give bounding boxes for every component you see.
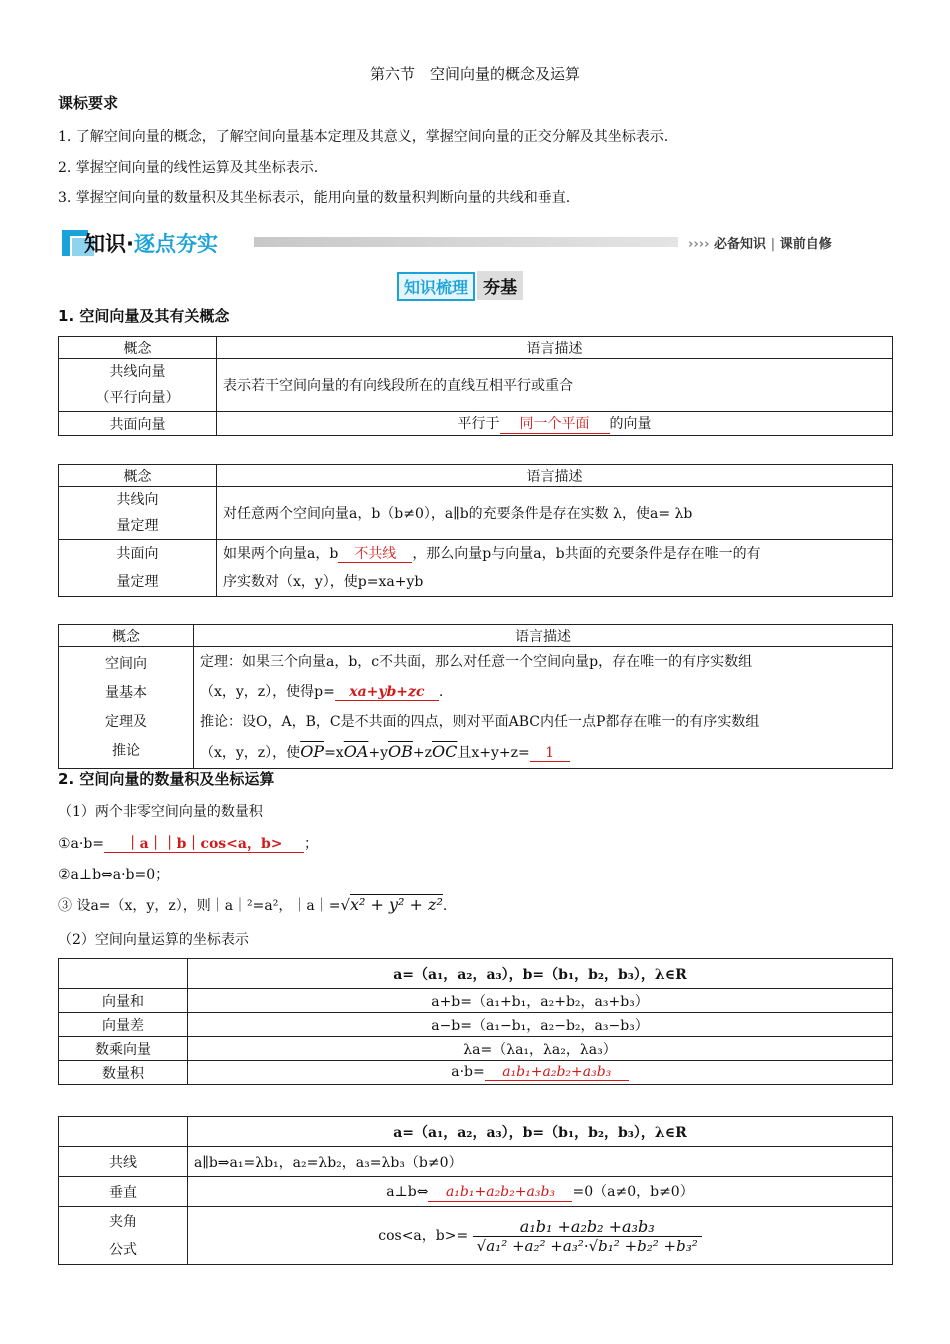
concept-desc: 表示若干空间向量的有向线段所在的直线互相平行或重合 <box>217 359 893 412</box>
relation-formula: a∥b⇒a₁=λb₁，a₂=λb₂，a₃=λb₃（b≠0） <box>188 1147 893 1177</box>
coordinate-table-2 <box>58 1116 893 1265</box>
relation-formula: cos<a，b>= $\frac{\text{a₁b₁ +a₂b₂ +a₃b₃}}{\text{√a₁² +a₂² +a₃²·√b₁² +b₂² +b₃²}}$ <box>188 1207 893 1265</box>
section-2-heading: 2. 空间向量的数量积及坐标运算 <box>58 770 275 788</box>
table-corner <box>59 959 188 989</box>
concept-name: 共线向 量定理 <box>59 487 217 540</box>
table-header: 概念 <box>59 625 194 647</box>
concept-table-3 <box>58 624 893 769</box>
concept-name: 共面向量 <box>59 412 217 436</box>
subbanner-boxed: 知识梳理 <box>397 272 475 301</box>
answer-blank: 不共线 <box>338 547 412 563</box>
radicand: x² + y² + z² <box>350 895 443 914</box>
concept-table-2 <box>58 464 893 597</box>
formula-magnitude: ③ 设a=（x，y，z），则｜a｜²=a²，｜a｜=√x² + y² + z². <box>58 895 448 914</box>
concept-desc: 平行于 同一个平面 的向量 <box>217 412 893 436</box>
table-header: 语言描述 <box>217 337 893 359</box>
relation-name: 垂直 <box>59 1177 188 1207</box>
subheading-1: （1）两个非零空间向量的数量积 <box>58 804 263 820</box>
relation-name: 夹角 公式 <box>59 1207 188 1265</box>
banner-dot: · <box>126 232 134 256</box>
concept-name: 空间向 量基本 定理及 推论 <box>59 647 194 769</box>
answer-blank: 同一个平面 <box>500 417 610 433</box>
page-title: 第六节 空间向量的概念及运算 <box>369 65 580 83</box>
angle-fraction <box>473 1217 702 1255</box>
op-name: 向量差 <box>59 1013 188 1037</box>
requirements-heading: 课标要求 <box>58 94 119 112</box>
op-formula: a−b=（a₁−b₁，a₂−b₂，a₃−b₃） <box>188 1013 893 1037</box>
subbanner-plain: 夯基 <box>477 271 523 300</box>
banner-right-b: 课前自修 <box>779 237 832 252</box>
table-header: 语言描述 <box>217 465 893 487</box>
answer-blank: a₁b₁+a₂b₂+a₃b₃ <box>485 1065 629 1081</box>
concept-name: 共线向量 （平行向量） <box>59 359 217 412</box>
table-header: a=（a₁，a₂，a₃），b=（b₁，b₂，b₃），λ∈R <box>188 959 893 989</box>
requirement-1: 1. 了解空间向量的概念，了解空间向量基本定理及其意义，掌握空间向量的正交分解及其坐标表示. <box>58 129 669 145</box>
answer-blank: ｜a｜｜b｜cos<a，b> <box>104 837 304 853</box>
banner-bar <box>254 237 678 247</box>
formula-dot-product: ①a·b= ｜a｜｜b｜cos<a，b> ； <box>58 836 319 852</box>
section-1-heading: 1. 空间向量及其有关概念 <box>58 307 230 325</box>
op-formula: a·b= a₁b₁+a₂b₂+a₃b₃ <box>188 1061 893 1085</box>
table-header: 概念 <box>59 337 217 359</box>
op-name: 数量积 <box>59 1061 188 1085</box>
answer-blank: xa+yb+zc <box>335 685 439 701</box>
formula-perpendicular: ②a⊥b⇔a·b=0； <box>58 867 170 883</box>
table-header: a=（a₁，a₂，a₃），b=（b₁，b₂，b₃），λ∈R <box>188 1117 893 1147</box>
fraction-numerator: a₁b₁ +a₂b₂ +a₃b₃ <box>473 1217 702 1237</box>
banner-arrows: ›››› <box>688 237 710 252</box>
op-formula: λa=（λa₁，λa₂，λa₃） <box>188 1037 893 1061</box>
concept-desc: 如果两个向量a，b 不共线 ，那么向量p与向量a，b共面的充要条件是存在唯一的有 序实数对（x，y），使p=xa+yb <box>217 540 893 597</box>
relation-name: 共线 <box>59 1147 188 1177</box>
subheading-2: （2）空间向量运算的坐标表示 <box>58 932 249 948</box>
table-header: 概念 <box>59 465 217 487</box>
table-corner <box>59 1117 188 1147</box>
op-formula: a+b=（a₁+b₁，a₂+b₂，a₃+b₃） <box>188 989 893 1013</box>
answer-blank: a₁b₁+a₂b₂+a₃b₃ <box>428 1185 572 1201</box>
section-banner <box>58 226 888 260</box>
relation-formula: a⊥b⇔ a₁b₁+a₂b₂+a₃b₃ =0（a≠0，b≠0） <box>188 1177 893 1207</box>
fraction-denominator: √a₁² +a₂² +a₃²·√b₁² +b₂² +b₃² <box>476 1236 698 1255</box>
coordinate-table-1 <box>58 958 893 1085</box>
requirement-3: 3. 掌握空间向量的数量积及其坐标表示，能用向量的数量积判断向量的共线和垂直. <box>58 190 571 206</box>
concept-table-1 <box>58 336 893 436</box>
concept-desc: 对任意两个空间向量a，b（b≠0），a∥b的充要条件是存在实数 λ，使a= λb <box>217 487 893 540</box>
op-name: 向量和 <box>59 989 188 1013</box>
op-name: 数乘向量 <box>59 1037 188 1061</box>
banner-separator: | <box>770 237 776 252</box>
requirement-2: 2. 掌握空间向量的线性运算及其坐标表示. <box>58 160 319 176</box>
concept-desc: 定理：如果三个向量a，b，c不共面，那么对任意一个空间向量p，存在唯一的有序实数组 （x，y，z），使得p= xa+yb+zc . 推论：设O，A，B，C是不共面的四点，则对平面ABC内任一点P都存在唯一的有序实数组 （x，y，z），使$\overline{OP}=x\overline{OA}+y\overline{OB}+z\overline{OC}$且x+y+z= 1 <box>194 647 893 769</box>
banner-title-a: 知识 <box>84 232 126 256</box>
banner-title-b: 逐点夯实 <box>133 232 218 256</box>
concept-name: 共面向 量定理 <box>59 540 217 597</box>
banner-right-a: 必备知识 <box>713 237 766 252</box>
table-header: 语言描述 <box>194 625 893 647</box>
answer-blank: 1 <box>530 746 570 762</box>
subbanner <box>397 271 523 299</box>
